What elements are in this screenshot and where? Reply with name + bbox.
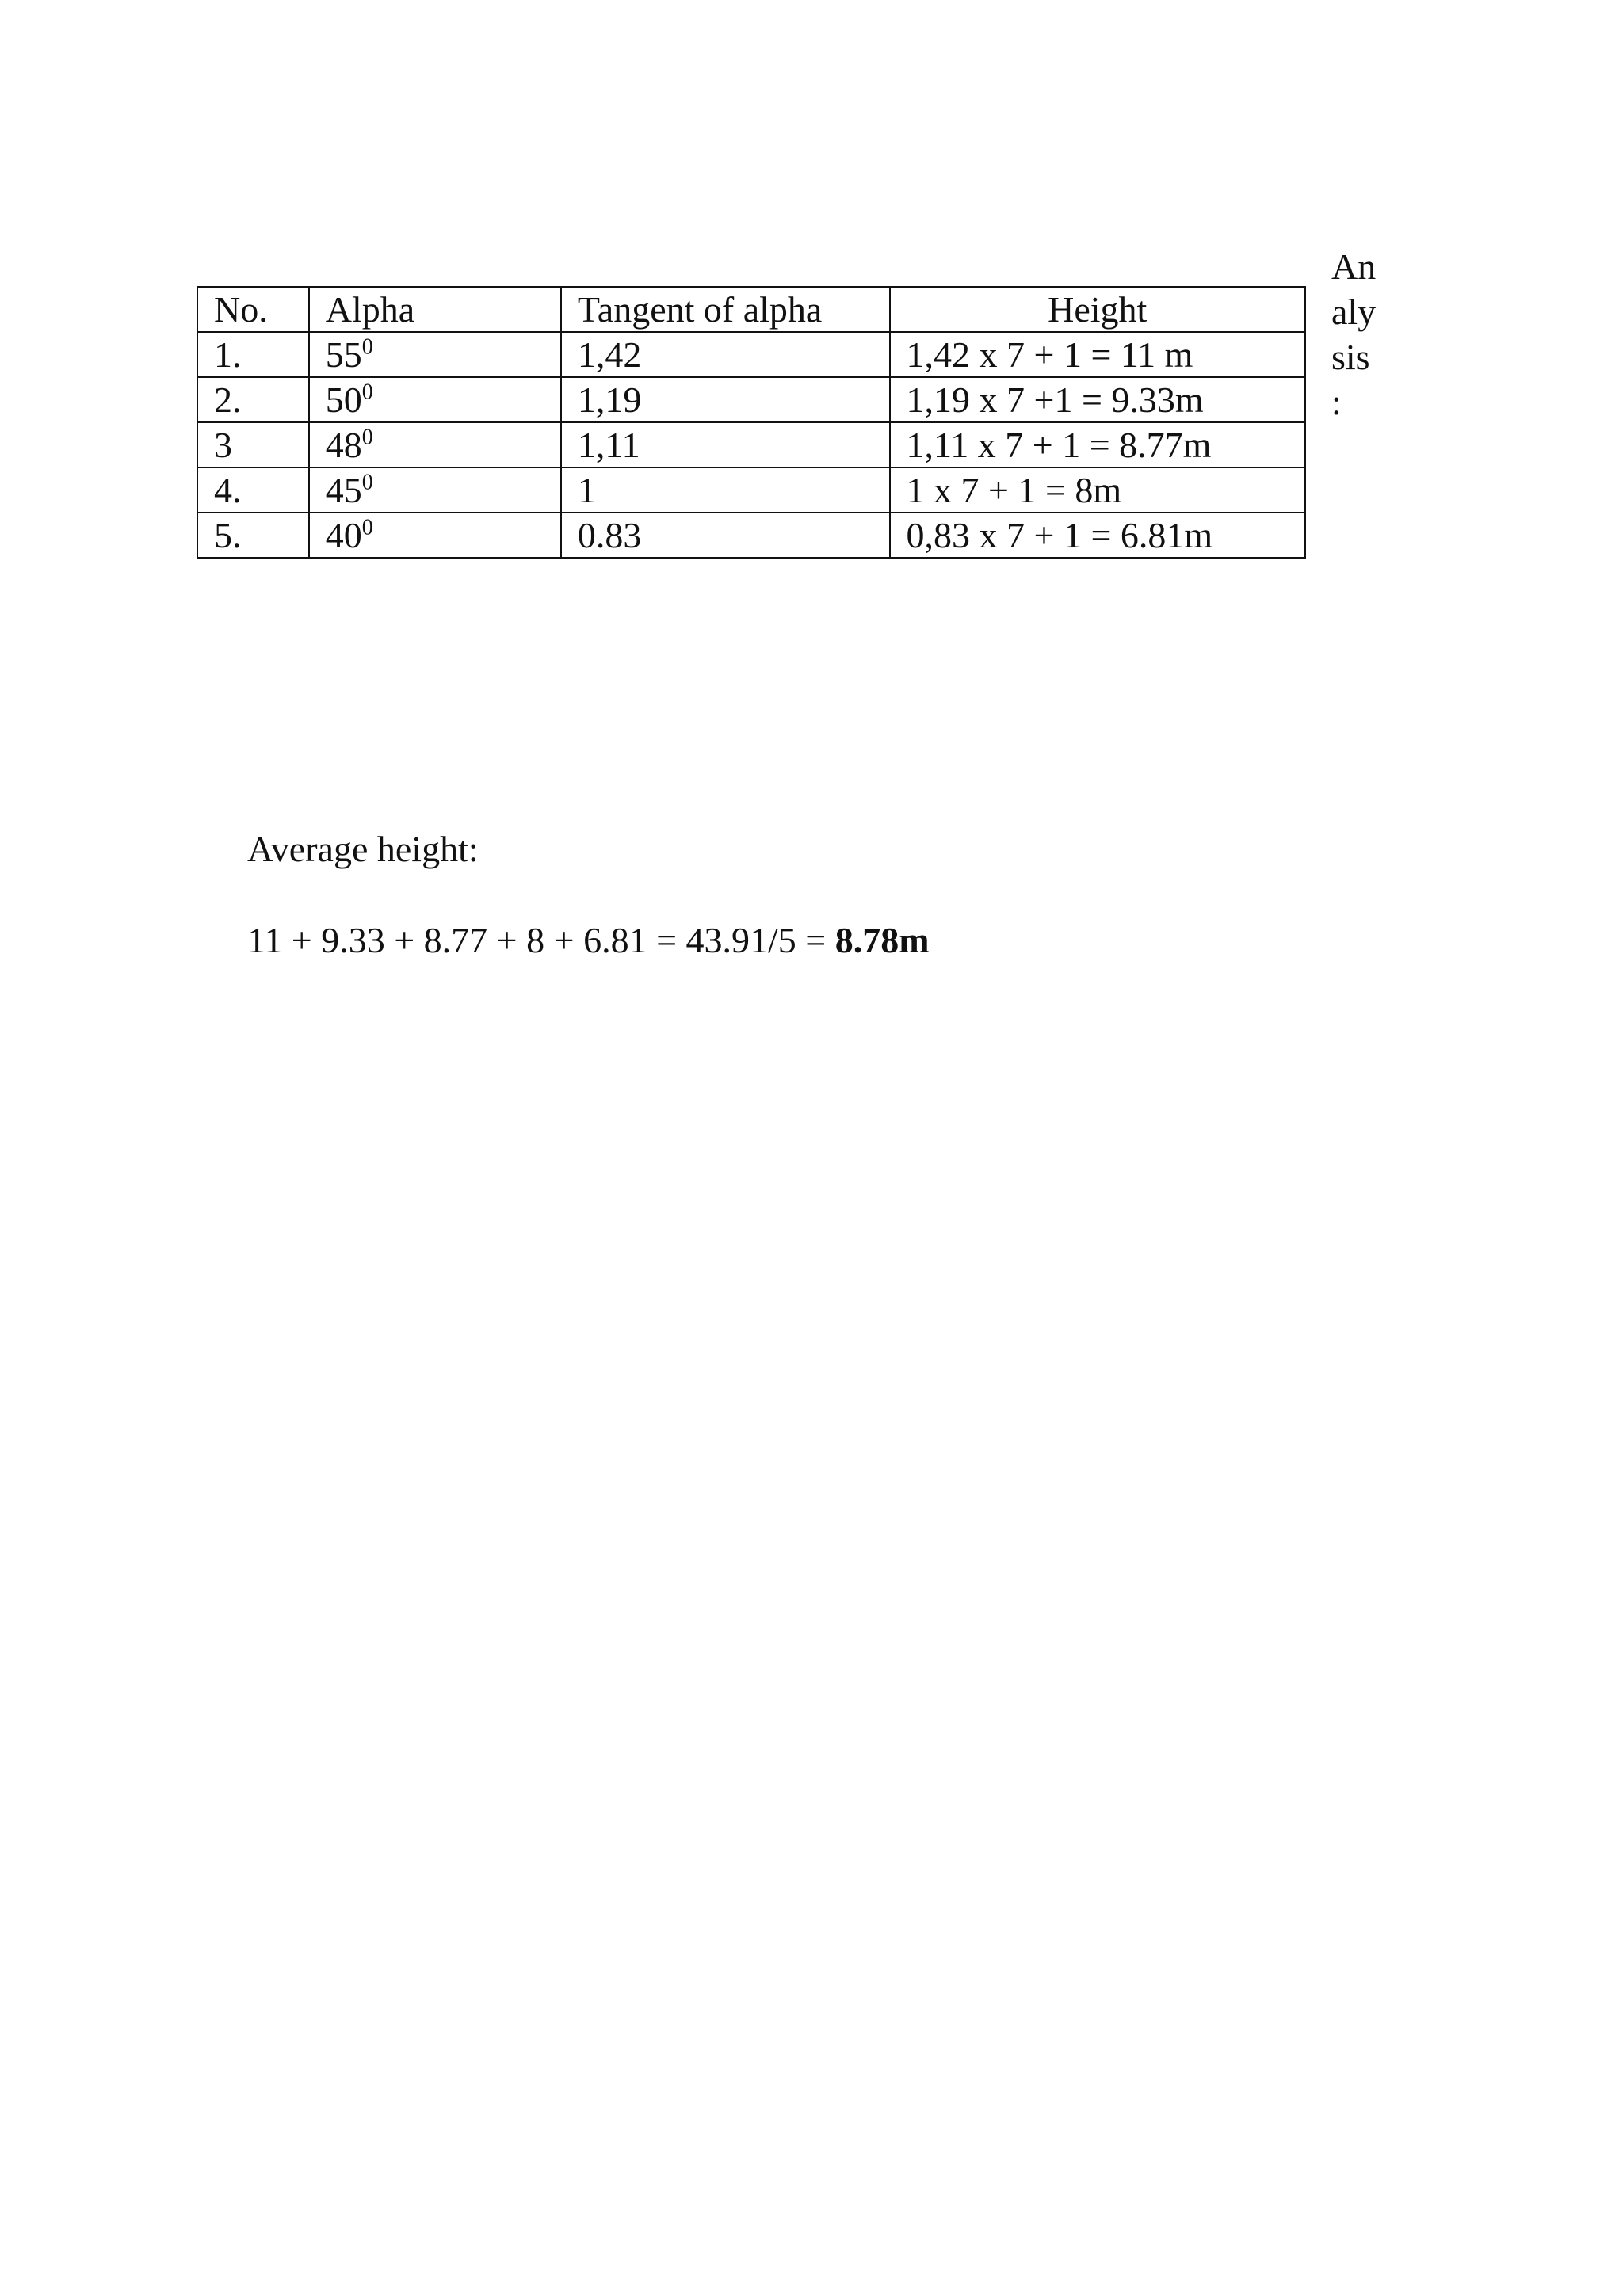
cell-alpha [309,513,561,558]
table-row [197,332,1305,377]
cell-height: 1,42 x 7 + 1 = 11 m [890,332,1306,377]
side-note-line: sis [1331,337,1370,377]
alpha-value: 50 [325,379,362,420]
cell-tangent: 1,42 [561,332,890,377]
header-height: Height [890,287,1306,332]
header-no: No. [197,287,309,332]
cell-no: 1. [197,332,309,377]
cell-no: 5. [197,513,309,558]
cell-no: 4. [197,467,309,513]
cell-tangent: 1,11 [561,422,890,467]
table-row [197,422,1305,467]
cell-alpha [309,422,561,467]
calculation-text: 11 + 9.33 + 8.77 + 8 + 6.81 = 43.91/5 = [247,920,835,960]
alpha-value: 55 [325,334,362,375]
cell-height: 1,19 x 7 +1 = 9.33m [890,377,1306,422]
cell-alpha [309,377,561,422]
cell-tangent: 1,19 [561,377,890,422]
average-result: 8.78m [834,920,930,960]
cell-tangent: 1 [561,467,890,513]
header-tangent: Tangent of alpha [561,287,890,332]
cell-alpha [309,467,561,513]
header-alpha: Alpha [309,287,561,332]
alpha-value: 48 [325,424,362,465]
cell-height: 1 x 7 + 1 = 8m [890,467,1306,513]
table-row [197,377,1305,422]
side-note-line: An [1331,246,1377,287]
side-note-line: : [1331,382,1342,422]
side-note-line: aly [1331,292,1377,332]
cell-no: 2. [197,377,309,422]
cell-no: 3 [197,422,309,467]
alpha-value: 45 [325,469,362,510]
cell-height: 0,83 x 7 + 1 = 6.81m [890,513,1306,558]
height-table [197,286,1306,559]
table-header-row [197,287,1305,332]
alpha-value: 40 [325,514,362,555]
degree-superscript: 0 [361,470,373,495]
table-row [197,513,1305,558]
analysis-side-note [1331,244,1403,425]
degree-superscript: 0 [361,425,373,450]
degree-superscript: 0 [361,334,373,360]
table-row [197,467,1305,513]
cell-height: 1,11 x 7 + 1 = 8.77m [890,422,1306,467]
cell-alpha [309,332,561,377]
cell-tangent: 0.83 [561,513,890,558]
average-height-label: Average height: [247,829,479,869]
average-calculation [247,919,930,961]
degree-superscript: 0 [361,515,373,540]
degree-superscript: 0 [361,379,373,405]
